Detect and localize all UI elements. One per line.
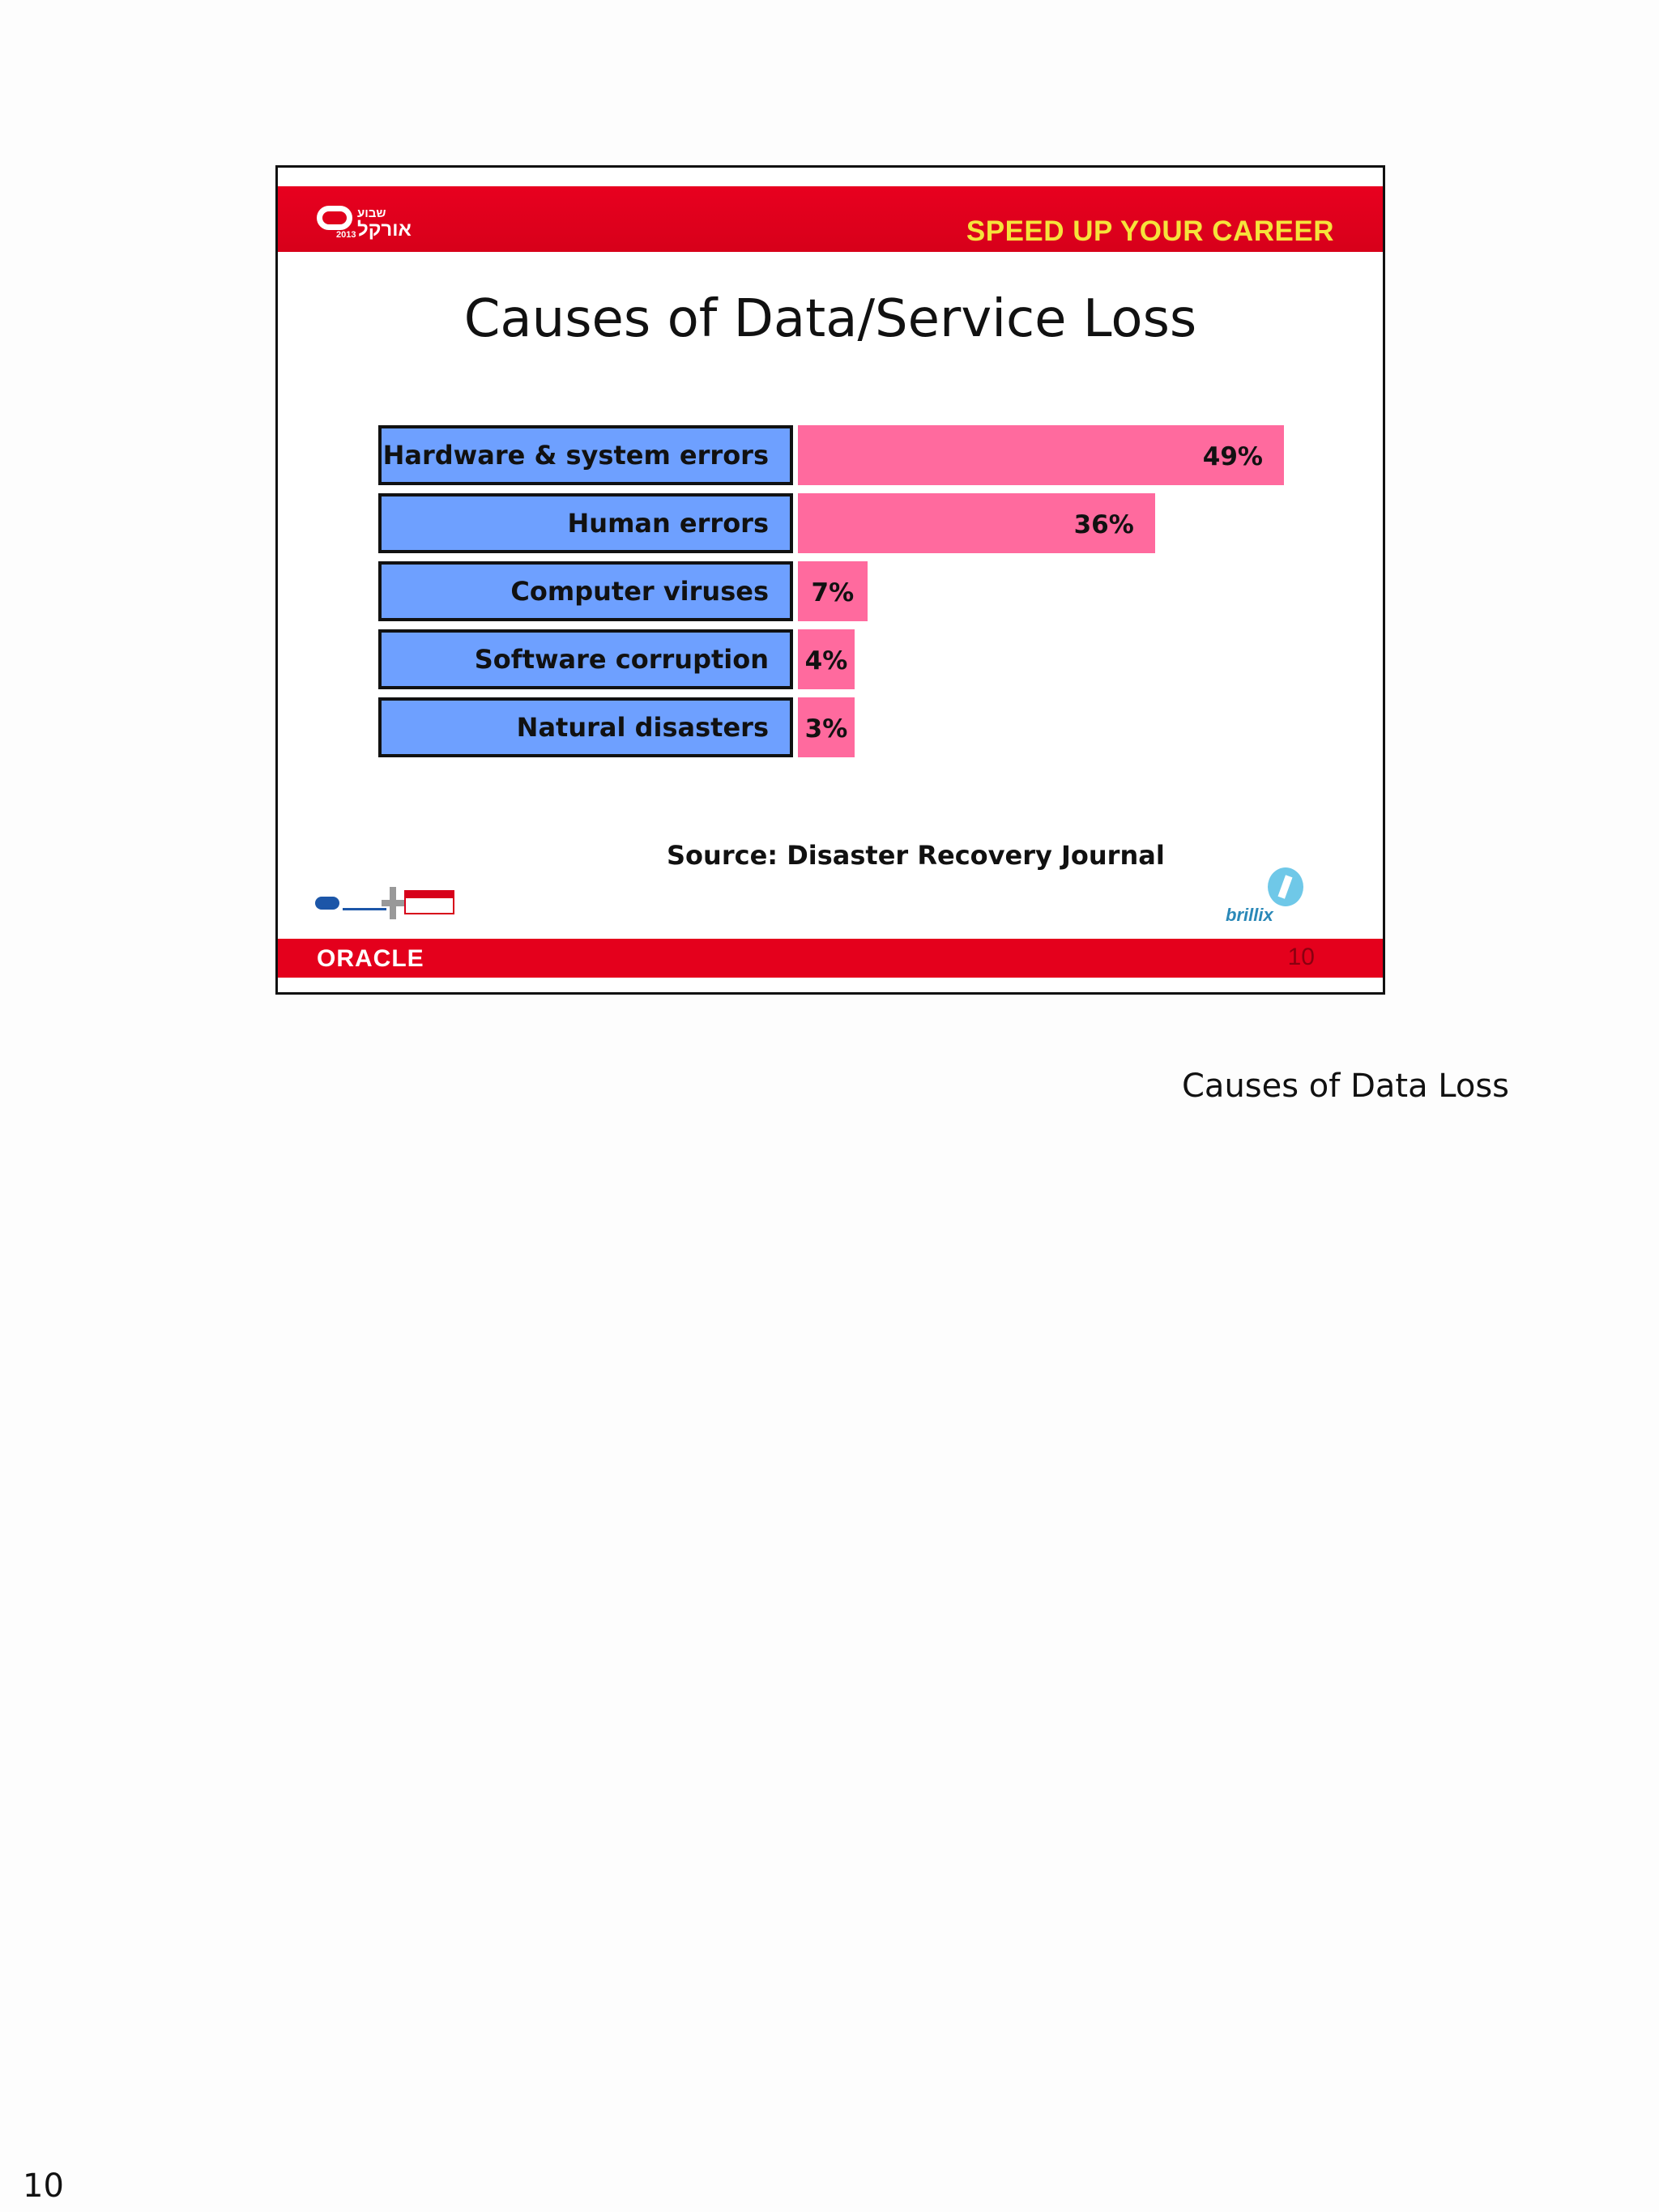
brillix-logo	[1226, 867, 1307, 932]
partner-logo-word-icon	[343, 897, 386, 910]
bar-4: 3%	[798, 697, 855, 757]
oracle-logo: ORACLE	[317, 945, 424, 972]
slide-tagline: SPEED UP YOUR CAREER	[966, 215, 1334, 247]
category-label-1: Human errors	[378, 493, 793, 553]
category-label-3: Software corruption	[378, 629, 793, 689]
john-bryce-logo-icon	[404, 890, 454, 914]
brillix-drop-icon	[1268, 867, 1303, 906]
bar-1: 36%	[798, 493, 1155, 553]
category-label-2: Computer viruses	[378, 561, 793, 621]
brillix-logo-text: brillix	[1226, 905, 1273, 925]
chart-source: Source: Disaster Recovery Journal	[667, 840, 1165, 871]
partner-logo-mark-icon	[315, 897, 339, 910]
bar-2: 7%	[798, 561, 868, 621]
logo-subtext: שבוע	[357, 207, 386, 220]
partner-logo-icon	[315, 887, 454, 919]
logo-year: 2013	[336, 230, 356, 240]
plus-bar-icon	[382, 900, 404, 906]
slide	[275, 165, 1385, 995]
category-label-4: Natural disasters	[378, 697, 793, 757]
slide-footer-bar	[278, 939, 1383, 978]
bar-0: 49%	[798, 425, 1284, 485]
slide-caption: Causes of Data Loss	[1182, 1068, 1510, 1105]
slide-number: 10	[1287, 944, 1315, 970]
category-label-0: Hardware & system errors	[378, 425, 793, 485]
slide-title: Causes of Data/Service Loss	[463, 289, 1197, 349]
logo-main-text: אורקל	[357, 219, 412, 241]
bar-3: 4%	[798, 629, 855, 689]
page-number: 10	[23, 2167, 64, 2205]
